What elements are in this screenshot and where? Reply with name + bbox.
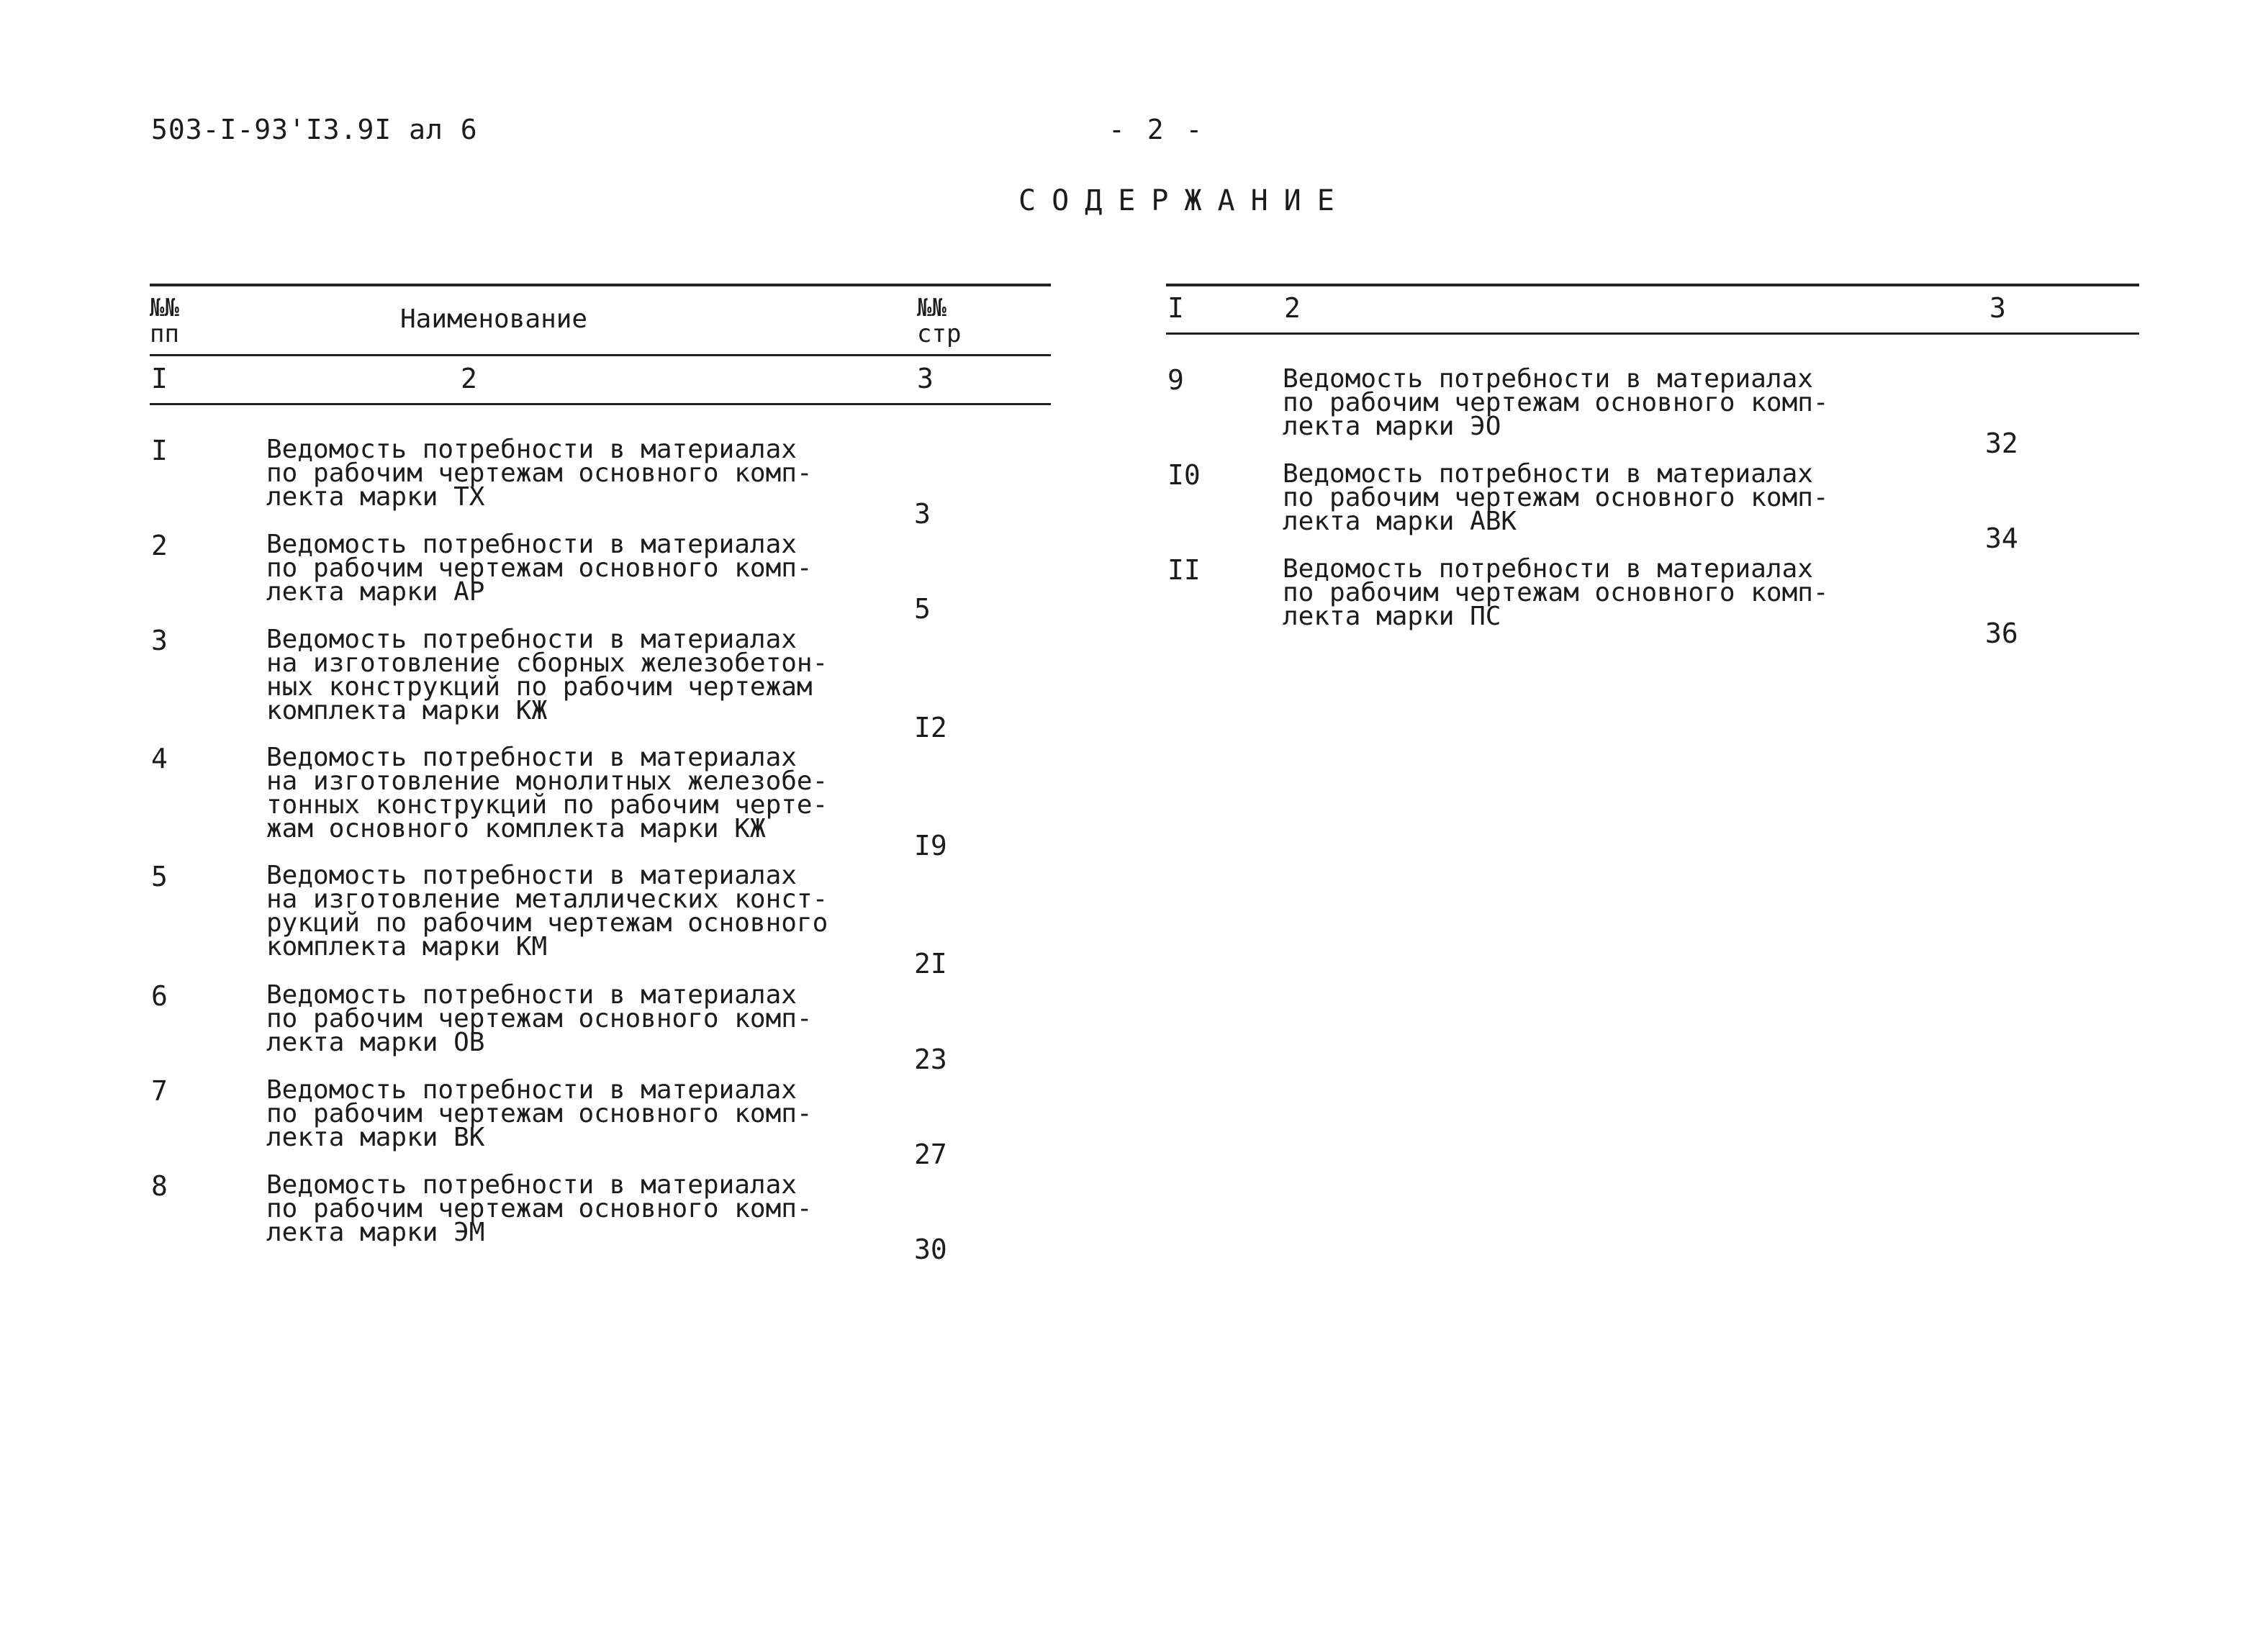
col-no-label-2: пп bbox=[150, 320, 179, 348]
row-page: 23 bbox=[914, 1044, 947, 1075]
row-page: 3 bbox=[914, 498, 931, 530]
row-description-line: по рабочим чертежам основного комп- bbox=[266, 458, 813, 488]
right-table-top-rule bbox=[1166, 284, 2139, 286]
row-description-line: лекта марки ВК bbox=[266, 1123, 485, 1152]
row-description-line: лекта марки ЭО bbox=[1283, 412, 1501, 441]
row-number: 2 bbox=[151, 530, 168, 561]
left-col-number-1: I bbox=[151, 363, 168, 394]
row-number: 9 bbox=[1167, 364, 1184, 396]
row-description-line: Ведомость потребности в материалах bbox=[1283, 364, 1813, 394]
row-description-line: на изготовление монолитных железобе- bbox=[266, 766, 828, 796]
row-number: 8 bbox=[151, 1170, 168, 1202]
page-number: - 2 - bbox=[1108, 114, 1206, 145]
row-description bbox=[266, 530, 813, 607]
row-number: I0 bbox=[1167, 459, 1201, 491]
row-page: 32 bbox=[1985, 427, 2018, 459]
col-page-label-2: стр bbox=[917, 320, 962, 348]
row-description bbox=[1283, 554, 1829, 631]
row-page: 30 bbox=[914, 1234, 947, 1265]
right-table-header-rule bbox=[1166, 332, 2139, 335]
row-number: 4 bbox=[151, 743, 168, 774]
row-number: 7 bbox=[151, 1075, 168, 1107]
row-description-line: Ведомость потребности в материалах bbox=[1283, 554, 1813, 584]
row-page: 36 bbox=[1985, 617, 2018, 649]
row-description-line: по рабочим чертежам основного комп- bbox=[266, 553, 813, 583]
row-description-line: ных конструкций по рабочим чертежам bbox=[266, 672, 813, 702]
row-description bbox=[266, 435, 813, 512]
right-col-number-3: 3 bbox=[1989, 292, 2006, 324]
row-description-line: Ведомость потребности в материалах bbox=[266, 743, 797, 772]
left-col-no-header bbox=[150, 295, 179, 347]
left-table-top-rule bbox=[150, 284, 1051, 286]
left-col-name-header: Наименование bbox=[400, 304, 588, 334]
row-description-line: лекта марки АР bbox=[266, 577, 485, 607]
row-description-line: комплекта марки КЖ bbox=[266, 696, 548, 725]
row-description-line: по рабочим чертежам основного комп- bbox=[1283, 388, 1829, 417]
left-col-number-3: 3 bbox=[917, 363, 934, 394]
row-description bbox=[1283, 364, 1829, 441]
row-description-line: Ведомость потребности в материалах bbox=[266, 861, 797, 890]
row-description bbox=[266, 743, 828, 843]
row-page: I9 bbox=[914, 830, 947, 861]
row-description-line: по рабочим чертежам основного комп- bbox=[266, 1004, 813, 1033]
row-page: 27 bbox=[914, 1139, 947, 1170]
row-description-line: жам основного комплекта марки КЖ bbox=[266, 814, 766, 843]
row-description-line: Ведомость потребности в материалах bbox=[266, 1075, 797, 1105]
row-description-line: рукций по рабочим чертежам основного bbox=[266, 908, 828, 938]
row-description-line: лекта марки ТХ bbox=[266, 482, 485, 512]
page-title: СОДЕРЖАНИЕ bbox=[1018, 184, 1350, 217]
row-description bbox=[266, 980, 813, 1057]
row-page: I2 bbox=[914, 712, 947, 743]
row-description bbox=[266, 1170, 813, 1247]
row-number: 6 bbox=[151, 980, 168, 1012]
row-description-line: по рабочим чертежам основного комп- bbox=[266, 1194, 813, 1223]
document-code: 503-I-93'I3.9I ал 6 bbox=[151, 114, 478, 145]
row-description-line: Ведомость потребности в материалах bbox=[266, 530, 797, 559]
row-description-line: по рабочим чертежам основного комп- bbox=[1283, 578, 1829, 607]
row-number: I bbox=[151, 435, 168, 466]
row-description bbox=[1283, 459, 1829, 536]
row-page: 5 bbox=[914, 593, 931, 625]
left-col-number-2: 2 bbox=[461, 363, 477, 394]
row-description-line: по рабочим чертежам основного комп- bbox=[1283, 483, 1829, 512]
row-description-line: по рабочим чертежам основного комп- bbox=[266, 1099, 813, 1128]
row-description-line: на изготовление металлических конст- bbox=[266, 884, 828, 914]
row-description-line: Ведомость потребности в материалах bbox=[266, 435, 797, 464]
left-table-header-rule bbox=[150, 354, 1051, 356]
row-description-line: лекта марки ЭМ bbox=[266, 1218, 485, 1247]
right-col-number-1: I bbox=[1167, 292, 1184, 324]
row-description-line: Ведомость потребности в материалах bbox=[266, 1170, 797, 1200]
row-description-line: комплекта марки КМ bbox=[266, 932, 548, 961]
row-description-line: Ведомость потребности в материалах bbox=[1283, 459, 1813, 489]
row-description-line: на изготовление сборных железобетон- bbox=[266, 648, 828, 678]
row-page: 2I bbox=[914, 948, 947, 979]
left-table-numbers-rule bbox=[150, 403, 1051, 405]
row-description-line: лекта марки ОВ bbox=[266, 1028, 485, 1057]
row-description-line: Ведомость потребности в материалах bbox=[266, 980, 797, 1010]
left-col-page-header bbox=[917, 295, 961, 347]
col-page-label-1: №№ bbox=[917, 294, 946, 322]
row-description-line: Ведомость потребности в материалах bbox=[266, 625, 797, 654]
row-description-line: лекта марки АВК bbox=[1283, 507, 1517, 536]
row-page: 34 bbox=[1985, 522, 2018, 554]
right-col-number-2: 2 bbox=[1284, 292, 1301, 324]
row-description-line: тонных конструкций по рабочим черте- bbox=[266, 790, 828, 820]
row-description bbox=[266, 861, 828, 961]
row-number: II bbox=[1167, 554, 1201, 586]
row-number: 3 bbox=[151, 625, 168, 656]
row-description-line: лекта марки ПС bbox=[1283, 602, 1501, 631]
row-description bbox=[266, 1075, 813, 1152]
row-number: 5 bbox=[151, 861, 168, 892]
col-no-label-1: №№ bbox=[150, 294, 179, 322]
row-description bbox=[266, 625, 828, 725]
